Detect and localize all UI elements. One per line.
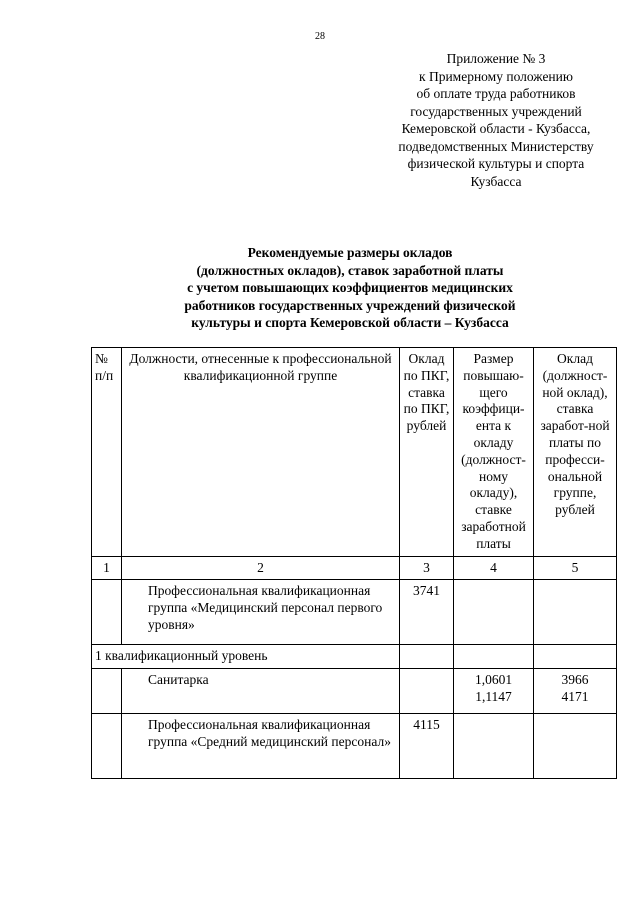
title-line: с учетом повышающих коэффициентов медицинских bbox=[187, 280, 513, 295]
header-salary: Оклад (должност-ной оклад), ставка заработ-ной платы по професси-ональной группе, рублей bbox=[534, 348, 617, 557]
cell-salary bbox=[534, 580, 617, 645]
title-line: культуры и спорта Кемеровской области – Кузбасса bbox=[191, 315, 509, 330]
title-line: Рекомендуемые размеры окладов bbox=[247, 245, 453, 260]
column-number: 4 bbox=[454, 556, 534, 580]
salary-table bbox=[91, 347, 617, 779]
cell-coefficient bbox=[454, 714, 534, 779]
header-num: № п/п bbox=[92, 348, 122, 557]
salary-value: 3966 bbox=[561, 672, 589, 688]
header-position: Должности, отнесенные к профессиональной квалификационной группе bbox=[122, 348, 400, 557]
appendix-line: Кузбасса bbox=[470, 173, 522, 189]
appendix-line: к Примерному положению bbox=[419, 68, 573, 84]
table-header-row bbox=[92, 348, 617, 557]
cell-position: Профессиональная квалификационная группа «Средний медицинский персонал» bbox=[122, 714, 400, 779]
column-number: 1 bbox=[92, 556, 122, 580]
cell-salary bbox=[534, 714, 617, 779]
table-row bbox=[92, 580, 617, 645]
table-row bbox=[92, 669, 617, 714]
title-line: (должностных окладов), ставок заработной платы bbox=[196, 262, 504, 278]
page-number: 28 bbox=[315, 31, 325, 42]
title-line: работников государственных учреждений физической bbox=[184, 297, 516, 313]
appendix-line: государственных учреждений bbox=[410, 103, 582, 119]
column-number: 2 bbox=[122, 556, 400, 580]
header-coefficient: Размер повышаю-щего коэффици-ента к окладу (должност-ному окладу), ставке заработной платы bbox=[454, 348, 534, 557]
column-number: 5 bbox=[534, 556, 617, 580]
table-row bbox=[92, 714, 617, 779]
cell-base-salary bbox=[400, 669, 454, 714]
cell-empty bbox=[454, 645, 534, 669]
appendix-line: физической культуры и спорта bbox=[407, 156, 585, 171]
qualification-level: 1 квалификационный уровень bbox=[92, 645, 400, 669]
coefficient-value: 1,0601 bbox=[474, 672, 513, 688]
cell-position: Профессиональная квалификационная группа «Медицинский персонал первого уровня» bbox=[122, 580, 400, 645]
cell-coefficient bbox=[454, 669, 534, 714]
appendix-note bbox=[376, 50, 616, 190]
cell-coefficient bbox=[454, 580, 534, 645]
header-base-salary: Оклад по ПКГ, ставка по ПКГ, рублей bbox=[400, 348, 454, 557]
cell-empty bbox=[400, 645, 454, 669]
cell-salary bbox=[534, 669, 617, 714]
salary-value: 4171 bbox=[561, 688, 589, 704]
cell-base-salary: 3741 bbox=[400, 580, 454, 645]
appendix-line: Приложение № 3 bbox=[446, 51, 546, 66]
appendix-line: Кемеровской области - Кузбасса, bbox=[401, 121, 591, 136]
cell-num bbox=[92, 669, 122, 714]
cell-position: Санитарка bbox=[122, 669, 400, 714]
table-row bbox=[92, 645, 617, 669]
column-number-row bbox=[92, 556, 617, 580]
cell-empty bbox=[534, 645, 617, 669]
coefficient-value: 1,1147 bbox=[475, 688, 512, 704]
appendix-line: об оплате труда работников bbox=[416, 86, 576, 101]
column-number: 3 bbox=[400, 556, 454, 580]
cell-base-salary: 4115 bbox=[400, 714, 454, 779]
appendix-line: подведомственных Министерству bbox=[398, 138, 594, 154]
cell-num bbox=[92, 580, 122, 645]
cell-num bbox=[92, 714, 122, 779]
document-title bbox=[140, 244, 560, 332]
